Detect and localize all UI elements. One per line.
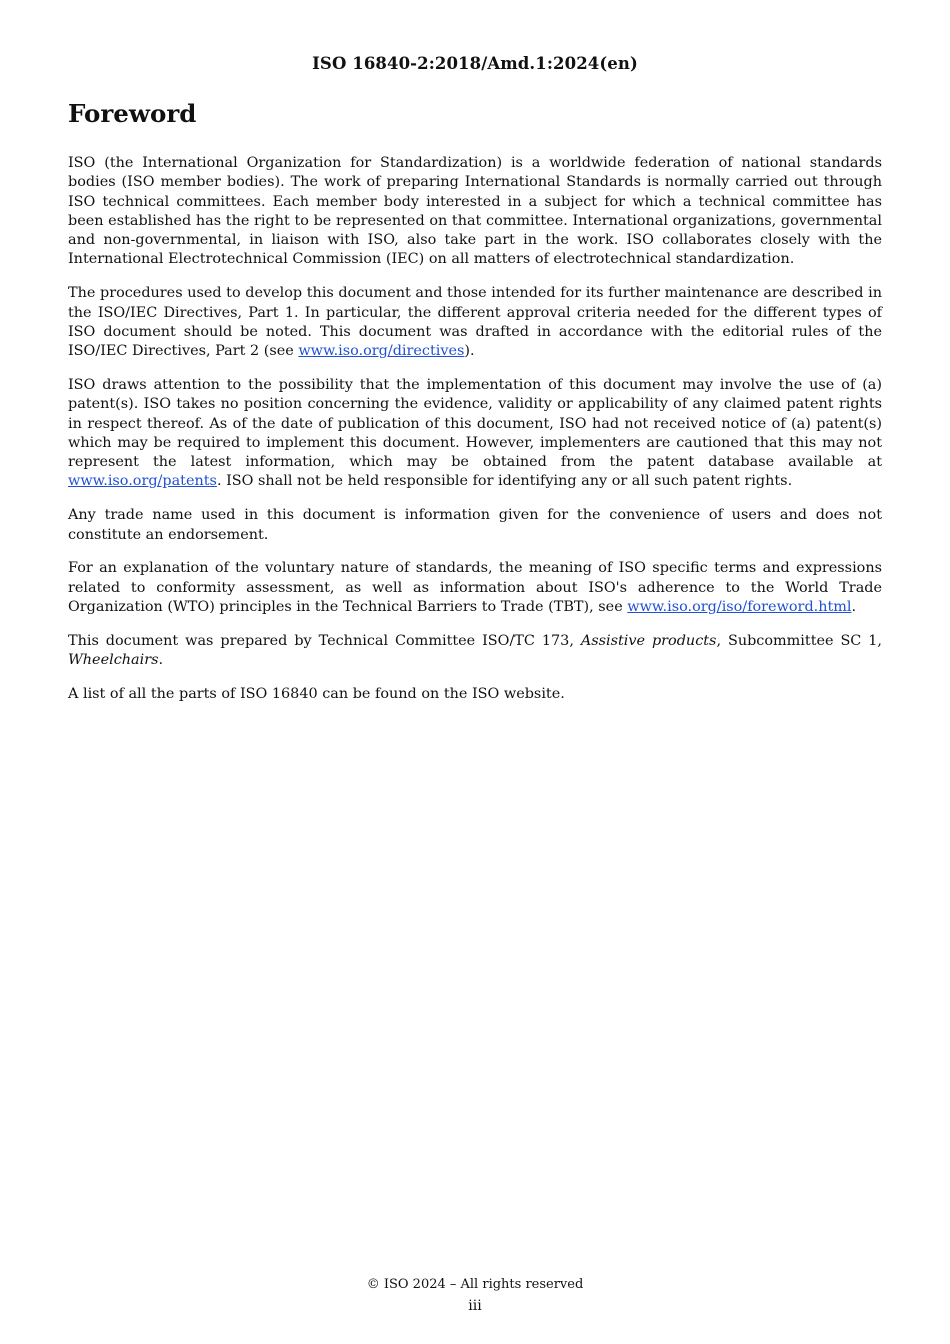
paragraph-patents [68,376,882,492]
paragraph-text: This document was prepared by Technical Committee ISO/TC 173, [68,632,581,649]
paragraph-text: . [851,598,857,615]
paragraph-text: . [158,652,164,669]
patents-link[interactable]: www.iso.org/patents [68,473,217,490]
page-title: Foreword [68,99,197,128]
paragraph-text: ISO draws attention to the possibility that the implementation of this document may involve the use of (a) patent(s). ISO takes no position concerning the evidence, validity or applicability of any claimed patent rights in respect thereof. As of the date of publication of this document, ISO had not received notice of (a) patent(s) which may be required to implement this document. However, implementers are cautioned that this may not represent the latest information, which may be obtained from the patent database available at [68,376,882,471]
paragraph-text: For an explanation of the voluntary nature of standards, the meaning of ISO specific terms and expressions related to conformity assessment, as well as information about ISO's adherence to the World Trade Organization (WTO) principles in the Technical Barriers to Trade (TBT), see [68,560,882,615]
page-number: iii [468,1298,482,1314]
paragraph-procedures [68,284,882,361]
footer-copyright: © ISO 2024 – All rights reserved [366,1277,584,1292]
directives-link[interactable]: www.iso.org/directives [298,343,465,360]
paragraph-text: , Subcommittee SC 1, [716,632,882,649]
paragraph-committee [68,632,882,671]
document-identifier: ISO 16840-2:2018/Amd.1:2024(en) [312,54,638,73]
paragraph-text: ). [464,343,475,360]
paragraph-text: . ISO shall not be held responsible for identifying any or all such patent rights. [216,473,793,490]
paragraph-voluntary-nature [68,559,882,617]
foreword-link[interactable]: www.iso.org/iso/foreword.html [627,598,852,615]
paragraph-iso-intro: ISO (the International Organization for Standardization) is a worldwide federation of national standards bodies (ISO member bodies). The work of preparing International Standards is normally carried out through ISO technical committees. Each member body interested in a subject for which a technical committee has been established has the right to be represented on that committee. International organizations, governmental and non-governmental, in liaison with ISO, also take part in the work. ISO collaborates closely with the International Electrotechnical Commission (IEC) on all matters of electrotechnical standardization. [68,155,882,268]
paragraph-parts-list: A list of all the parts of ISO 16840 can be found on the ISO website. [68,685,565,702]
paragraph-text: The procedures used to develop this document and those intended for its further maintenance are described in the ISO/IEC Directives, Part 1. In particular, the different approval criteria needed for the different types of ISO document should be noted. This document was drafted in accordance with the editorial rules of the ISO/IEC Directives, Part 2 (see [68,285,882,360]
committee-name: Assistive products [580,632,717,649]
paragraph-trade-name: Any trade name used in this document is information given for the convenience of users and does not constitute an endorsement. [68,507,882,543]
foreword-body [68,154,882,719]
subcommittee-name: Wheelchairs [68,652,159,669]
